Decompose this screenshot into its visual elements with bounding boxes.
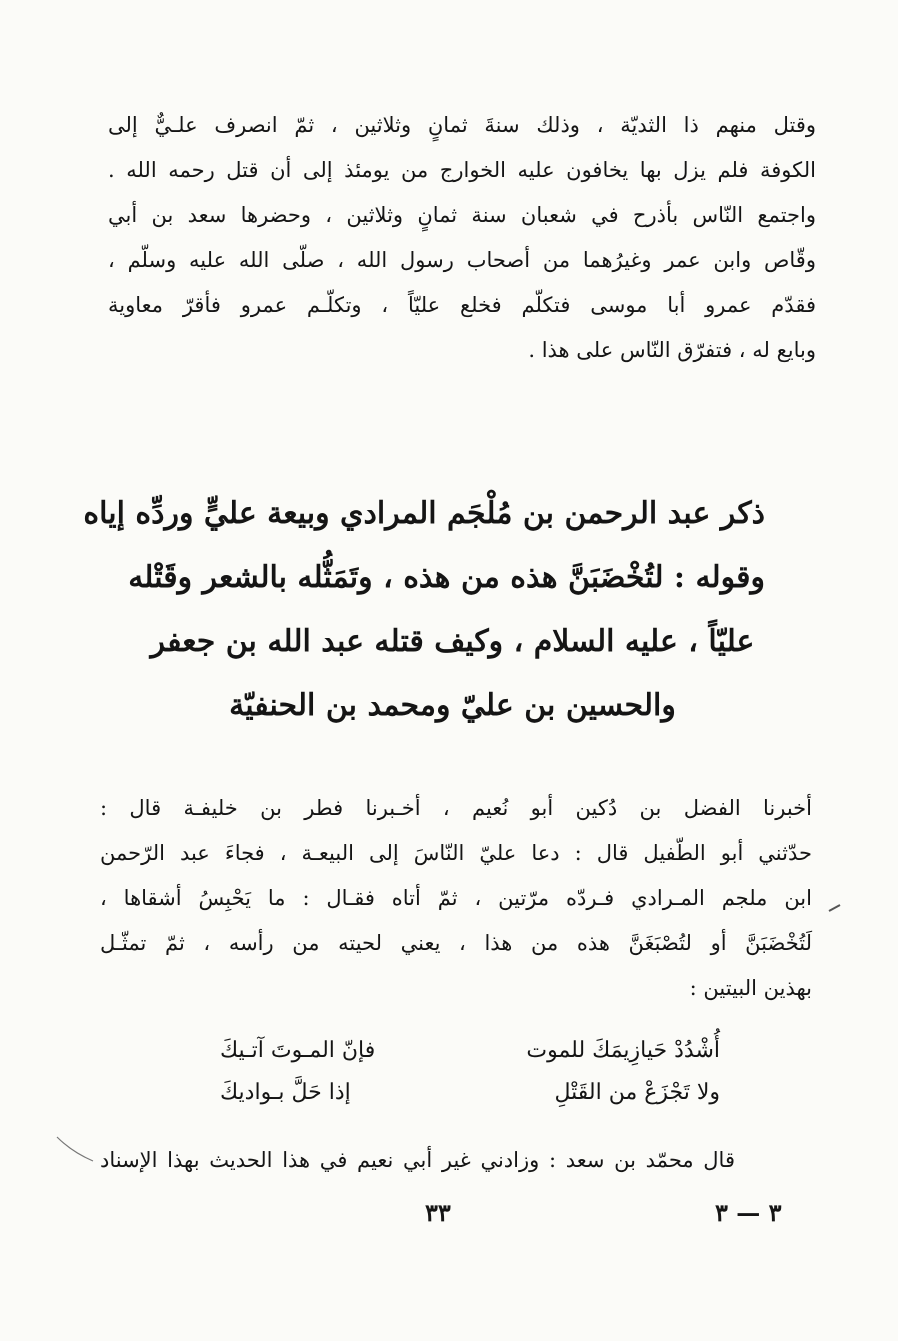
text-line: قال محمّد بن سعد : وزادني غير أبي نعيم في هذا الحديث بهذا الإسناد (100, 1148, 735, 1172)
page-number: ٣٣ (425, 1198, 451, 1227)
verse-first-hemistich: أُشْدُدْ حَيازِيمَكَ للموت (526, 1038, 720, 1063)
verse-second-hemistich: فإنّ المـوتَ آتـيكَ (220, 1038, 376, 1063)
text-line: بهذين البيتين : (689, 976, 812, 1000)
text-line: واجتمع النّاس بأذرح في شعبان سنة ثمانٍ وثلاثين ، وحضرها سعد بن أبي (108, 203, 816, 227)
paragraph-closing (100, 1138, 735, 1183)
page-footer (0, 1198, 898, 1238)
verse (220, 1030, 720, 1072)
text-line: وبايع له ، فتفرّق النّاس على هذا . (528, 338, 816, 362)
heading-line: والحسين بن عليّ ومحمد بن الحنفيّة (229, 688, 676, 723)
text-line: الكوفة فلم يزل بها يخافون عليه الخوارج من يومئذ إلى أن قتل رحمه الله . (108, 158, 816, 182)
poem-verses (220, 1030, 720, 1114)
paragraph-narration (100, 786, 812, 1011)
signature-mark: ٣ — ٣ (715, 1198, 782, 1227)
heading-line: وقوله : لتُخْضَبَنَّ هذه من هذه ، وتَمَثُّله بالشعر وقَتْله (128, 560, 765, 595)
heading-line: عليّاً ، عليه السلام ، وكيف قتله عبد الله بن جعفر (150, 624, 755, 659)
verse (220, 1072, 720, 1114)
scan-artifact-icon (55, 1135, 95, 1165)
verse-first-hemistich: ولا تَجْزَعْ من القَتْلِ (554, 1080, 720, 1105)
paragraph-intro (108, 103, 816, 373)
verse-second-hemistich: إذا حَلَّ بـواديكَ (220, 1080, 351, 1105)
text-line: أخبرنا الفضل بن دُكين أبو نُعيم ، أخـبرنا فطر بن خليفـة قال : (100, 796, 812, 820)
text-line: لَتُخْضَبَنَّ أو لتُصْبَغَنَّ هذه من هذا ، يعني لحيته من رأسه ، ثمّ تمثّـل (100, 931, 812, 955)
text-line: وقّاص وابن عمر وغيرُهما من أصحاب رسول الله ، صلّى الله عليه وسلّم ، (108, 248, 816, 272)
text-line: ابن ملجم المـرادي فـردّه مرّتين ، ثمّ أتاه فقـال : ما يَحْبِسُ أشقاها ، (100, 886, 812, 910)
text-line: حدّثني أبو الطّفيل قال : دعا عليّ النّاسَ إلى البيعـة ، فجاءَ عبد الرّحمن (100, 841, 812, 865)
scan-speck-icon (828, 903, 842, 913)
heading-line: ذكر عبد الرحمن بن مُلْجَم المرادي وبيعة عليٍّ وردِّه إياه (83, 496, 765, 531)
section-heading (83, 482, 765, 738)
text-line: وقتل منهم ذا الثديّة ، وذلك سنةَ ثمانٍ وثلاثين ، ثمّ انصرف علـيٌّ إلى (108, 113, 816, 137)
text-line: فقدّم عمرو أبا موسى فتكلّم فخلع عليّاً ، وتكلّـم عمرو فأقرّ معاوية (108, 293, 816, 317)
